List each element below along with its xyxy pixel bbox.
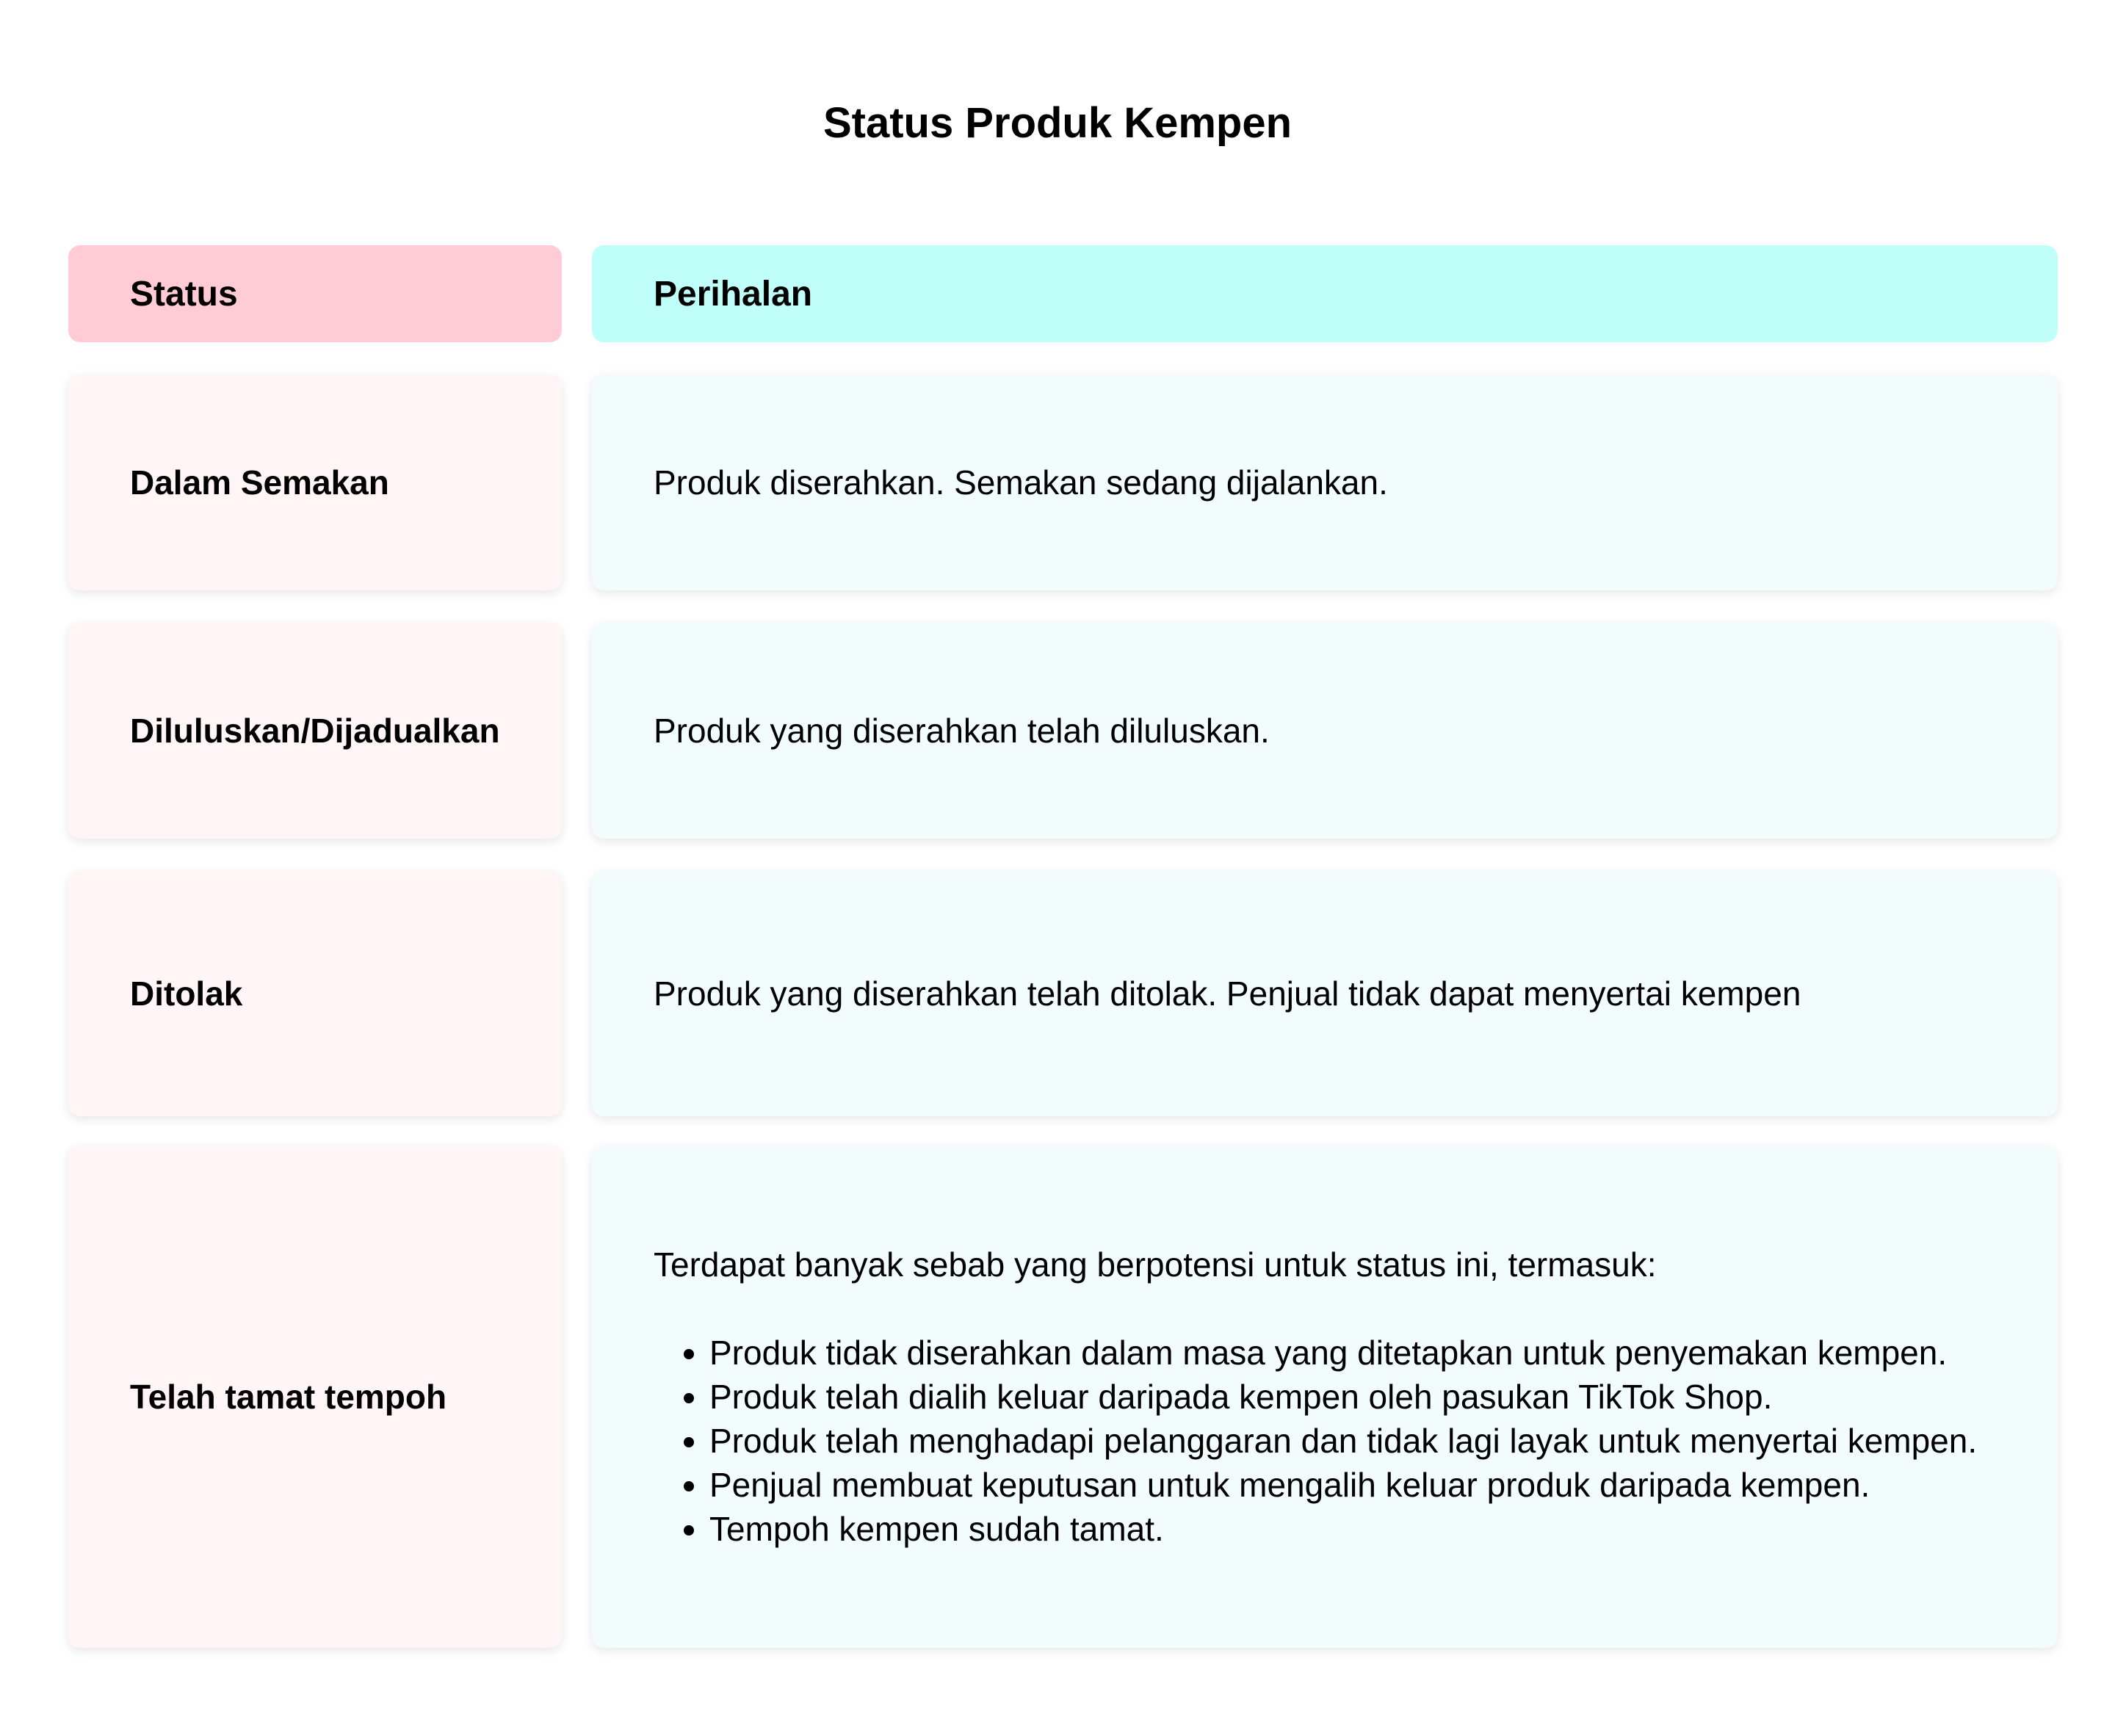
status-cell-expired bbox=[68, 1146, 562, 1648]
status-label: Dalam Semakan bbox=[130, 463, 389, 502]
list-item: • Tempoh kempen sudah tamat. bbox=[709, 1507, 1977, 1551]
list-item: • Produk tidak diserahkan dalam masa yang ditetapkan untuk penyemakan kempen. bbox=[709, 1331, 1977, 1375]
status-cell-rejected bbox=[68, 871, 562, 1116]
description-cell-expired bbox=[592, 1146, 2058, 1648]
list-item: • Produk telah menghadapi pelanggaran dan tidak lagi layak untuk menyertai kempen. bbox=[709, 1419, 1977, 1463]
description-cell-in-review bbox=[592, 375, 2058, 590]
header-status-cell bbox=[68, 245, 562, 342]
header-status-label: Status bbox=[130, 274, 238, 314]
status-label: Diluluskan/Dijadualkan bbox=[130, 712, 500, 750]
description-text: Produk yang diserahkan telah ditolak. Penjual tidak dapat menyertai kempen bbox=[654, 974, 1801, 1013]
status-cell-approved bbox=[68, 623, 562, 839]
list-item: • Produk telah dialih keluar daripada kempen oleh pasukan TikTok Shop. bbox=[709, 1375, 1977, 1419]
status-label: Telah tamat tempoh bbox=[130, 1378, 447, 1416]
header-description-cell bbox=[592, 245, 2058, 342]
description-block bbox=[654, 1243, 1977, 1551]
header-description-label: Perihalan bbox=[654, 274, 813, 314]
list-item: • Penjual membuat keputusan untuk mengalih keluar produk daripada kempen. bbox=[709, 1463, 1977, 1507]
description-text: Produk diserahkan. Semakan sedang dijalankan. bbox=[654, 463, 1388, 502]
description-text: Produk yang diserahkan telah diluluskan. bbox=[654, 712, 1270, 750]
reasons-list bbox=[654, 1331, 1977, 1551]
page-title: Status Produk Kempen bbox=[822, 99, 1292, 147]
description-intro: Terdapat banyak sebab yang berpotensi untuk status ini, termasuk: bbox=[654, 1245, 1657, 1284]
description-cell-rejected bbox=[592, 871, 2058, 1116]
status-label: Ditolak bbox=[130, 974, 243, 1013]
status-cell-in-review bbox=[68, 375, 562, 590]
description-cell-approved bbox=[592, 623, 2058, 839]
